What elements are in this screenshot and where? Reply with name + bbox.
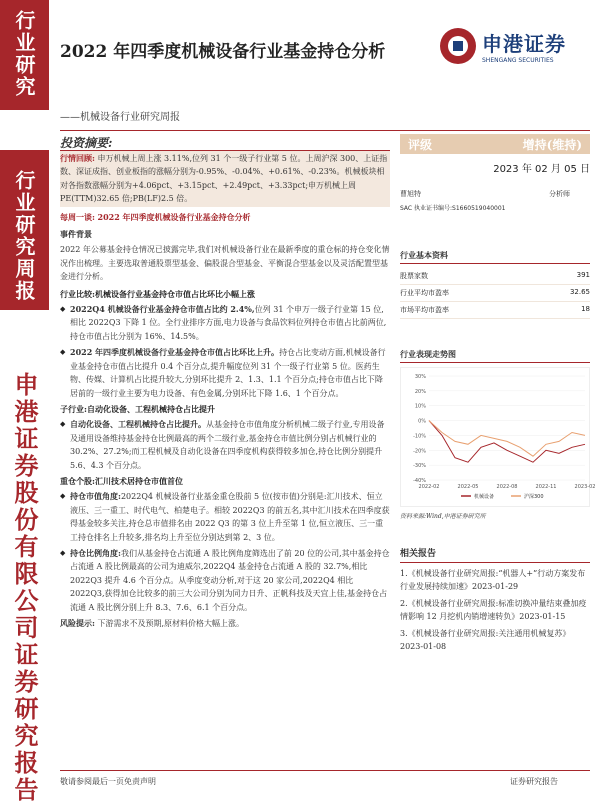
basic-info-table xyxy=(400,268,590,319)
sac-number: SAC 执业证书编号:S1660519040001 xyxy=(400,205,506,212)
report-date: 2023 年 02 月 05 日 xyxy=(493,164,590,175)
info-row: 股票家数 391 xyxy=(400,268,590,285)
y-tick-label: 10% xyxy=(414,403,426,410)
industry-heading: 行业比较:机械设备行业基金持仓市值占比环比小幅上涨 xyxy=(60,288,255,299)
basic-info-title: 行业基本资料 xyxy=(400,250,590,264)
analyst-row xyxy=(400,189,590,199)
weekly-title: 2022 年四季度机械设备行业基金持仓分析 xyxy=(97,211,251,222)
related-item[interactable]: 2.《机械设备行业研究周报:标准切换冲量结束叠加疫情影响 12 月挖机内销增速转负》2023-01-15 xyxy=(400,599,587,621)
weekly-label: 每周一谈: xyxy=(60,211,95,222)
bullet-2: ◆ 2022 年四季度机械设备行业基金持仓市值占比环比上升。持仓占比变动方面,机械设备行业基金持仓市值占比提升 0.4 个百分点,提升幅度位列 31 个一级子行业第 5 位。医药生物、传媒、计算机占比提升较大,分别环比提升 2、1.3、1.1 个百分点;持仓市值占比下降居前的一级行业主要为电力设备、有色金属,分别环比下降 1.6、1 个百分点。 xyxy=(60,346,390,400)
y-tick-label: -40% xyxy=(413,478,426,484)
legend-label: 沪深300 xyxy=(524,494,544,500)
risk-label: 风险提示: xyxy=(60,618,95,628)
bullet-4: ◆ 持仓市值角度:2022Q4 机械设备行业基金重仓股前 5 位(按市值)分别是:汇川技术、恒立液压、三一重工、时代电气、柏楚电子。相较 2022Q3 的前五名,其中汇川技术在四季度获得基金较多关注,持仓总市值排名由 2022 Q3 的第 3 位上升至第 1 位,恒立液压、三一重工持仓排名上升较多,排名均上升至位分别达到第 2、3 位。 xyxy=(60,490,390,544)
footer-divider xyxy=(60,770,590,771)
info-row: 市场平均市盈率 18 xyxy=(400,302,590,319)
rating-label: 评级 xyxy=(408,137,433,152)
series-line xyxy=(429,421,585,457)
y-tick-label: 30% xyxy=(414,374,426,380)
y-tick-label: -20% xyxy=(413,448,426,455)
y-tick-label: -30% xyxy=(413,463,426,470)
event-text: 2022 年公募基金持仓情况已披露完毕,我们对机械设备行业在最新季度的重仓标的持仓变化情况作出梳理。主要选取普通股票型基金、偏股混合型基金、平衡混合型基金以及灵活配置型基金进行分析。 xyxy=(60,245,390,282)
related-item[interactable]: 3.《机械设备行业研究周报:关注通用机械复苏》2023-01-08 xyxy=(400,629,571,651)
summary-heading: 投资摘要: xyxy=(60,136,113,150)
market-label: 行情回顾: xyxy=(60,153,95,163)
side-top-label: 行业研究 xyxy=(12,10,36,98)
sidebar-info xyxy=(400,134,596,653)
analyst-role: 分析师 xyxy=(549,190,570,198)
related-title: 相关报告 xyxy=(400,546,590,563)
trend-chart-svg xyxy=(401,368,596,508)
market-review xyxy=(60,151,390,207)
side-bottom-block xyxy=(0,372,49,804)
footer-disclaimer[interactable]: 敬请参阅最后一页免责声明 xyxy=(60,777,156,786)
x-tick-label: 2022-11 xyxy=(535,484,557,490)
rating-value: 增持(维持) xyxy=(522,137,582,152)
logo-cn: 申港证券 xyxy=(482,32,566,56)
summary-body xyxy=(60,151,390,634)
bullet-3: ◆ 自动化设备、工程机械持仓占比提升。从基金持仓市值角度分析机械二级子行业,专用设备及通用设备维持基金持仓比例最高的两个二级行业,基金持仓市值比例分别占机械行业的 30.2%、27.2%;而工程机械及自动化设备在四季度机构获得较多加仓,持仓比例分别提升 5.6、4.3 个百分点。 xyxy=(60,418,390,472)
y-tick-label: 20% xyxy=(414,388,426,395)
logo-en: SHENGANG SECURITIES xyxy=(482,57,554,64)
analyst-name: 曹旭特 xyxy=(400,190,421,198)
risk-text: 下游需求不及预期,原材料价格大幅上涨。 xyxy=(97,619,245,628)
bullet-5: ◆ 持仓比例角度:我们从基金持仓占流通 A 股比例角度筛选出了前 20 位的公司,其中基金持仓占流通 A 股比例最高的公司为迪威尔,2022Q4 基金持仓占流通 A 股的 32.7%,相比 2022Q3 提升 4.6 个百分点。从季度变动分析,对于这 20 家公司,2022Q4 相比 2022Q3,获得加仓比较多的前三大公司分别为同力日升、正帆科技及天宜上佳,基金持仓占流通 A 股比例分别上升 8.3、7.6、6.1 个百分点。 xyxy=(60,547,390,614)
weekly-talk xyxy=(60,211,390,224)
related-item[interactable]: 1.《机械设备行业研究周报:“机器人+”行动方案发布 行业发展持续加速》2023-01-29 xyxy=(400,569,586,591)
stock-heading: 重仓个股:汇川技术居持仓市值首位 xyxy=(60,475,183,486)
report-subtitle: ——机械设备行业研究周报 xyxy=(60,112,180,123)
y-tick-label: -10% xyxy=(413,433,426,440)
side-bottom-label: 申港证券股份有限公司证券研究报告 xyxy=(10,372,39,804)
side-mid-block xyxy=(0,150,49,310)
side-mid-label: 行业研究周报 xyxy=(12,170,36,302)
legend-label: 机械设备 xyxy=(474,494,495,500)
logo-icon xyxy=(440,28,476,64)
side-top-block xyxy=(0,0,49,110)
rating-box xyxy=(400,134,590,154)
chart-source: 资料来源:Wind,申港证券研究所 xyxy=(400,513,486,520)
report-title: 2022 年四季度机械设备行业基金持仓分析 xyxy=(60,42,386,62)
risk-note xyxy=(60,617,390,630)
x-tick-label: 2023-02 xyxy=(574,484,596,490)
sub-industry-heading: 子行业:自动化设备、工程机械持仓占比提升 xyxy=(60,403,215,414)
trend-title: 行业表现走势图 xyxy=(400,349,590,363)
info-row: 行业平均市盈率 32.65 xyxy=(400,285,590,302)
footer-label: 证券研究报告 xyxy=(510,777,558,786)
x-tick-label: 2022-02 xyxy=(418,484,440,490)
side-bar xyxy=(0,0,49,804)
trend-chart xyxy=(400,367,596,507)
x-tick-label: 2022-05 xyxy=(457,484,479,490)
company-logo xyxy=(440,28,566,64)
bullet-1: ◆ 2022Q4 机械设备行业基金持仓市值占比约 2.4%,位列 31 个申万一级子行业第 15 位,相比 2022Q3 下降 1 位。全行业排序方面,电力设备与食品饮料位列持仓市值占比前两位,持仓市值占比分别为 16%、14.5%。 xyxy=(60,303,390,343)
title-divider xyxy=(60,130,590,131)
x-tick-label: 2022-08 xyxy=(496,484,518,490)
event-heading: 事件背景 xyxy=(60,229,92,240)
market-text: 申万机械上周上涨 3.11%,位列 31 个一级子行业第 5 位。上周沪深 300、上证指数、深证成指、创业板指的涨幅分别为-0.95%、-0.04%、+0.61%、-0.23%。机械板块相对各指数涨幅分别为+4.06pct、+3.15pct、+2.49pct、+3.33pct;申万机械上周 PE(TTM)32.65 倍;PB(LF)2.5 倍。 xyxy=(60,154,388,204)
y-tick-label: 0% xyxy=(418,418,426,425)
